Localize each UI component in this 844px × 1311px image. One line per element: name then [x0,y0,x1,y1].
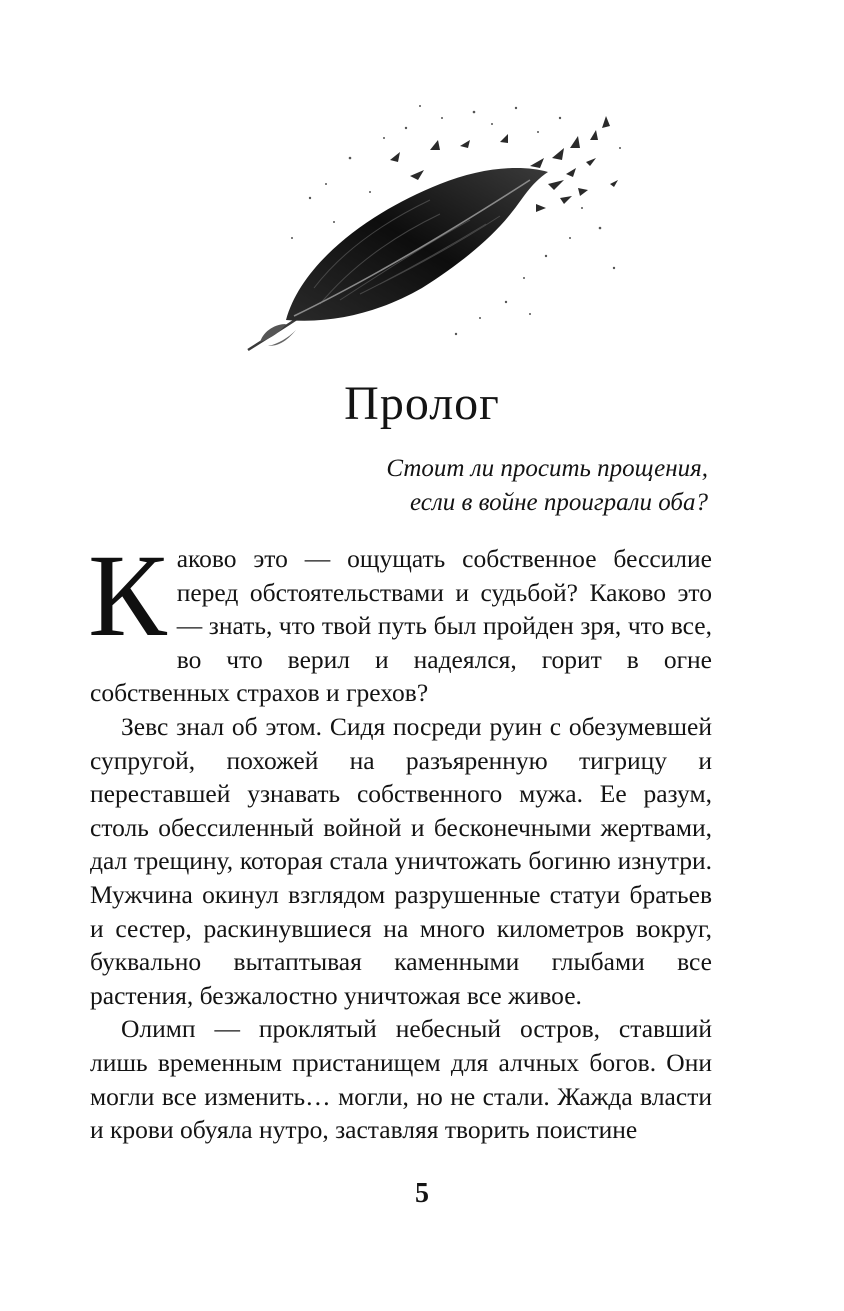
drop-cap: К [88,530,167,661]
paragraph-3: Олимп — проклятый небесный остров, ставший лишь временным пристанищем для алчных богов. Они могли все изменить… могли, но не стали. Жажда власти и крови обуяла нутро, заставляя творить поистине [90,1014,712,1145]
feather-icon [230,88,630,368]
paragraph-2: Зевс знал об этом. Сидя посреди руин с обезумевшей супругой, похожей на разъяренную тигрицу и переставшей узнавать собственного мужа. Ее разум, столь обессиленный войной и бесконечными жертвами, дал трещину, которая стала уничтожать богиню изнутри. Мужчина окинул взглядом разрушенные статуи братьев и сестер, раскинувшиеся на много километров вокруг, буквально вытаптывая каменными глыбами все растения, безжалостно уничтожая все живое. [90,711,712,1010]
paragraph-1 [88,530,712,710]
body-text [88,530,712,1147]
paragraph-1-text: аково это — ощущать собственное бессилие перед обстоятельствами и судьбой? Каково это — знать, что твой путь был пройден зря, что все, во что верил и надеялся, горит в огне собственных страхов и грехов? [90,544,712,708]
feather-illustration [230,88,630,368]
epigraph [288,452,708,520]
page-number: 5 [415,1178,429,1209]
epigraph-line-2: если в войне проиграли оба? [409,489,708,516]
epigraph-line-1: Стоит ли просить прощения, [386,455,708,482]
chapter-title: Пролог [344,377,500,430]
